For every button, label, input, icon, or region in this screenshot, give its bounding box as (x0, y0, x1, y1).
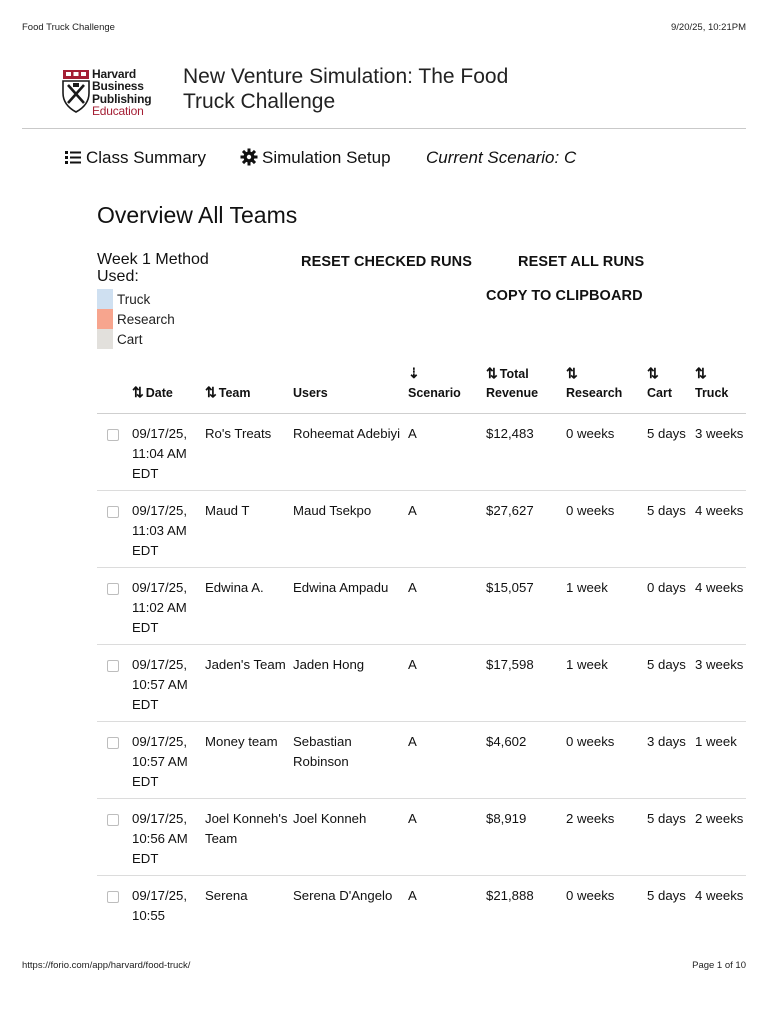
print-page-number: Page 1 of 10 (692, 960, 746, 971)
cell-scenario: A (404, 645, 482, 722)
cell-scenario: A (404, 722, 482, 799)
table-row (97, 414, 746, 491)
runs-table (97, 364, 746, 942)
method-legend (97, 251, 247, 349)
cell-users: Joel Konneh (289, 799, 404, 876)
cell-team: Maud T (201, 491, 289, 568)
header-select (97, 364, 128, 414)
cell-users: Edwina Ampadu (289, 568, 404, 645)
app-title: New Venture Simulation: The Food Truck Challenge (183, 65, 509, 113)
header-team[interactable]: ⇅ Team (201, 364, 289, 414)
cell-cart: 5 days (643, 491, 691, 568)
runs-table-container (97, 364, 746, 942)
table-row (97, 568, 746, 645)
header-total-revenue[interactable]: ⇅ Total Revenue (482, 364, 562, 414)
header-cart[interactable]: ⇅ Cart (643, 364, 691, 414)
table-header-row (97, 364, 746, 414)
legend-swatch-truck (97, 289, 113, 309)
logo-wordmark: Harvard Business Publishing Education (92, 67, 152, 119)
table-row (97, 645, 746, 722)
row-select-cell (97, 491, 128, 568)
cell-date: 09/17/25, 10:57 AM EDT (128, 722, 201, 799)
sort-ascending-icon: ⇣ (408, 365, 420, 381)
cell-revenue: $27,627 (482, 491, 562, 568)
cell-scenario: A (408, 888, 417, 903)
cell-truck: 4 weeks (691, 491, 746, 568)
sort-icon: ⇅ (486, 365, 498, 381)
table-row (97, 876, 746, 942)
page-heading: Overview All Teams (97, 202, 298, 228)
hbp-education-logo[interactable] (62, 66, 172, 118)
table-row (97, 799, 746, 876)
print-datetime: 9/20/25, 10:21PM (671, 22, 746, 33)
sort-icon: ⇅ (647, 365, 659, 381)
cell-date: 09/17/25, 10:55 (132, 888, 187, 923)
cell-date: 09/17/25, 11:04 AM EDT (128, 414, 201, 491)
header-scenario[interactable]: ⇣ Scenario (404, 364, 482, 414)
gear-icon (240, 148, 258, 166)
cell-truck: 3 weeks (691, 414, 746, 491)
list-icon (64, 148, 82, 166)
header-users: Users (289, 364, 404, 414)
cell-users: Jaden Hong (289, 645, 404, 722)
print-footer (22, 960, 746, 972)
cell-truck: 4 weeks (691, 568, 746, 645)
table-row (97, 491, 746, 568)
cell-research: 0 weeks (562, 722, 643, 799)
nav-simulation-setup[interactable] (240, 148, 391, 168)
cell-team: Money team (201, 722, 289, 799)
legend-item-truck: Truck (97, 289, 247, 309)
cell-team: Edwina A. (201, 568, 289, 645)
cell-scenario: A (404, 568, 482, 645)
cell-revenue: $12,483 (482, 414, 562, 491)
cell-date: 09/17/25, 11:03 AM EDT (128, 491, 201, 568)
cell-revenue: $15,057 (482, 568, 562, 645)
cell-team: Joel Konneh's Team (201, 799, 289, 876)
cell-truck: 3 weeks (691, 645, 746, 722)
nav-class-summary[interactable] (64, 148, 206, 168)
row-select-cell (97, 568, 128, 645)
cell-research: 1 week (562, 568, 643, 645)
cell-research: 2 weeks (562, 799, 643, 876)
print-page-title: Food Truck Challenge (22, 22, 115, 33)
cell-cart: 3 days (643, 722, 691, 799)
header-date[interactable]: ⇅ Date (128, 364, 201, 414)
row-select-cell (97, 799, 128, 876)
harvard-shield-icon (62, 69, 90, 113)
cell-cart: 0 days (643, 568, 691, 645)
legend-swatch-cart (97, 329, 113, 349)
header-divider (22, 128, 746, 129)
sort-icon: ⇅ (132, 384, 144, 400)
cell-date: 09/17/25, 10:56 AM EDT (128, 799, 201, 876)
cell-revenue: $17,598 (482, 645, 562, 722)
cell-users: Maud Tsekpo (289, 491, 404, 568)
cell-revenue: $21,888 (486, 888, 534, 903)
cell-revenue: $4,602 (482, 722, 562, 799)
nav-simulation-setup-label: Simulation Setup (262, 148, 391, 167)
cell-team: Ro's Treats (201, 414, 289, 491)
row-select-cell (97, 414, 128, 491)
sort-icon: ⇅ (566, 365, 578, 381)
cell-cart: 5 days (643, 645, 691, 722)
row-checkbox[interactable] (107, 660, 119, 672)
row-checkbox[interactable] (107, 506, 119, 518)
current-scenario-label: Current Scenario: C (426, 148, 577, 167)
cell-research: 0 weeks (566, 888, 615, 903)
print-header (22, 22, 746, 34)
sort-icon: ⇅ (205, 384, 217, 400)
cell-cart: 5 days (643, 414, 691, 491)
row-checkbox[interactable] (107, 583, 119, 595)
cell-scenario: A (404, 414, 482, 491)
cell-scenario: A (404, 799, 482, 876)
legend-item-cart: Cart (97, 329, 247, 349)
copy-to-clipboard-button[interactable]: COPY TO CLIPBOARD (486, 288, 643, 304)
cell-cart: 5 days (643, 799, 691, 876)
cell-research: 0 weeks (562, 414, 643, 491)
cell-research: 1 week (562, 645, 643, 722)
cell-team: Jaden's Team (201, 645, 289, 722)
reset-checked-runs-button[interactable]: RESET CHECKED RUNS (301, 254, 472, 270)
print-url: https://forio.com/app/harvard/food-truck/ (22, 960, 191, 971)
cell-truck: 2 weeks (691, 799, 746, 876)
table-row (97, 722, 746, 799)
header-research[interactable]: ⇅ Research (562, 364, 643, 414)
cell-users: Sebastian Robinson (289, 722, 404, 799)
row-checkbox[interactable] (107, 814, 119, 826)
nav-class-summary-label: Class Summary (86, 148, 206, 167)
cell-users: Roheemat Adebiyi (289, 414, 404, 491)
row-checkbox[interactable] (107, 737, 119, 749)
cell-cart: 5 days (647, 888, 686, 903)
legend-swatch-research (97, 309, 113, 329)
row-select-cell (97, 722, 128, 799)
row-checkbox[interactable] (107, 891, 119, 903)
cell-date: 09/17/25, 11:02 AM EDT (128, 568, 201, 645)
sort-icon: ⇅ (695, 365, 707, 381)
cell-date: 09/17/25, 10:57 AM EDT (128, 645, 201, 722)
cell-team: Serena (205, 888, 248, 903)
cell-truck: 4 weeks (695, 888, 744, 903)
legend-list (97, 289, 247, 349)
cell-users: Serena D'Angelo (293, 888, 393, 903)
row-checkbox[interactable] (107, 429, 119, 441)
row-select-cell (97, 645, 128, 722)
method-legend-title: Week 1 Method Used: (97, 251, 209, 285)
header-truck[interactable]: ⇅ Truck (691, 364, 746, 414)
cell-truck: 1 week (691, 722, 746, 799)
reset-all-runs-button[interactable]: RESET ALL RUNS (518, 254, 645, 270)
row-select-cell (97, 876, 128, 942)
legend-item-research: Research (97, 309, 247, 329)
cell-revenue: $8,919 (482, 799, 562, 876)
cell-scenario: A (404, 491, 482, 568)
cell-research: 0 weeks (562, 491, 643, 568)
